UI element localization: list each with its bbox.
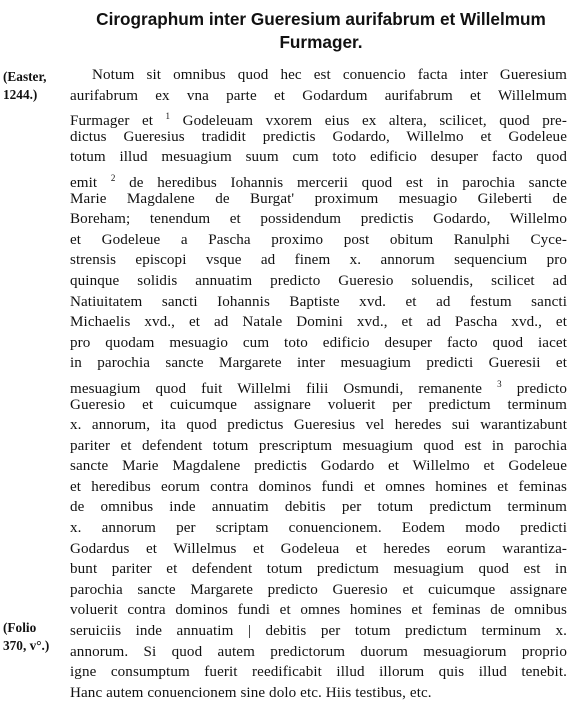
text-segment: annorum. Si quod autem predictorum duorum mesuagiorum proprio — [70, 643, 567, 660]
text-line — [70, 518, 567, 539]
text-line — [70, 271, 567, 292]
margin-note-line: (Folio — [3, 620, 37, 635]
text-line — [70, 65, 567, 86]
text-line — [70, 312, 567, 333]
text-line — [70, 353, 567, 374]
text-line — [70, 395, 567, 416]
document-title: Cirographum inter Gueresium aurifabrum et Willelmum Furmager. — [96, 9, 546, 52]
text-segment: bunt pariter et defendent totum predictum mesuagium quod est in — [70, 561, 567, 578]
footnote-marker: 2 — [110, 172, 116, 183]
text-segment: Furmager et — [70, 113, 166, 130]
text-segment: x. annorum per scriptam conuencionem. Eodem modo predicti — [70, 520, 567, 537]
text-segment: pariter et defendent totum prescriptum mesuagium quod est in parochia — [70, 437, 567, 454]
footnote-marker: 1 — [165, 111, 171, 122]
document-body — [70, 65, 567, 703]
text-line — [70, 292, 567, 313]
text-line — [70, 168, 567, 189]
text-line — [70, 539, 567, 560]
text-line — [70, 230, 567, 251]
text-segment: mesuagium quod fuit Willelmi filii Osmundi, remanente — [70, 380, 498, 397]
text-line — [70, 621, 567, 642]
margin-note-line: (Easter, — [3, 69, 47, 84]
text-segment: Hanc autem conuencionem sine dolo etc. Hiis testibus, etc. — [70, 684, 432, 701]
margin-note-folio — [3, 619, 71, 655]
text-line — [70, 86, 567, 107]
text-line — [70, 456, 567, 477]
text-segment: Godardus et Willelmus et Godeleua et heredes eorum warantiza- — [70, 540, 567, 557]
text-segment: pro quodam mesuagio cum toto edificio desuper facto quod iacet — [70, 334, 567, 351]
margin-note-date — [3, 68, 71, 104]
text-line — [70, 642, 567, 663]
text-line — [70, 189, 567, 210]
text-segment: parochia sancte Margarete predicto Gueresio et cuicumque assignare — [70, 581, 567, 598]
text-line — [70, 580, 567, 601]
text-segment: aurifabrum ex vna parte et Godardum aurifabrum et Willelmum — [70, 87, 567, 104]
text-line — [70, 436, 567, 457]
text-segment: igne consumptum fuerit reedificabit illud illorum quis illud tenebit. — [70, 664, 567, 681]
text-segment: Natiuitatem sancti Iohannis Baptiste xvd. et ad festum sancti — [70, 293, 567, 310]
text-line — [70, 600, 567, 621]
text-segment: et Godeleue a Pascha proximo post obitum Ranulphi Cyce- — [70, 231, 567, 248]
text-segment: Marie Magdalene de Burgat' proximum mesuagio Gileberti de — [70, 190, 567, 207]
footnote-marker: 3 — [497, 378, 502, 389]
text-segment: quinque solidis annuatim predicto Gueresio soluendis, scilicet ad — [70, 272, 567, 289]
text-segment: strensis episcopi vsque ad finem x. annorum sequencium pro — [70, 252, 567, 269]
text-segment: dictus Gueresius tradidit predictis Godardo, Willelmo et Godeleue — [70, 128, 567, 145]
text-segment: totum illud mesuagium suum cum toto edificio desuper facto quod — [70, 149, 567, 166]
text-segment: emit — [70, 174, 111, 191]
text-segment: Gueresio et cuicumque assignare voluerit per predictum terminum — [70, 396, 567, 413]
text-line — [70, 683, 567, 703]
text-line — [70, 127, 567, 148]
text-segment: voluerit contra dominos fundi et omnes homines et feminas de omnibus — [70, 602, 567, 619]
text-segment: seruiciis inde annuatim | debitis per totum predictum terminum x. — [70, 623, 567, 640]
text-line — [70, 497, 567, 518]
text-line — [70, 106, 567, 130]
text-segment: Boreham; tenendum et possidendum predictis Godardo, Willelmo — [70, 211, 567, 228]
text-line — [70, 559, 567, 580]
text-line — [70, 415, 567, 436]
text-segment: predicto — [501, 380, 567, 397]
text-segment: Michaelis xvd., et ad Natale Domini xvd., et ad Pascha xvd., et — [70, 314, 567, 331]
text-line — [70, 477, 567, 498]
text-segment: et heredibus eorum contra dominos fundi et omnes homines et feminas — [70, 478, 567, 495]
text-line — [70, 662, 567, 683]
margin-note-line: 1244.) — [3, 87, 38, 102]
text-line — [70, 333, 567, 354]
margin-note-line: 370, v°.) — [3, 638, 50, 653]
text-line — [70, 250, 567, 271]
text-line — [70, 147, 567, 168]
text-line — [70, 374, 567, 395]
text-segment: de omnibus inde annuatim debitis per totum predictum terminum — [70, 499, 567, 516]
text-segment: Notum sit omnibus quod hec est conuencio facta inter Gueresium — [92, 67, 567, 83]
text-segment: x. annorum, ita quod predictus Gueresius vel heredes sui warantizabunt — [70, 417, 567, 434]
text-segment: de heredibus Iohannis mercerii quod est in parochia sancte — [115, 174, 567, 191]
text-line — [70, 209, 567, 230]
text-segment: in parochia sancte Margarete inter mesuagium predicti Gueresii et — [70, 355, 567, 372]
text-segment: Godeleuam vxorem eius ex altera, scilicet, quod pre- — [170, 113, 567, 130]
text-segment: sancte Marie Magdalene predictis Godardo et Willelmo et Godeleue — [70, 458, 567, 475]
